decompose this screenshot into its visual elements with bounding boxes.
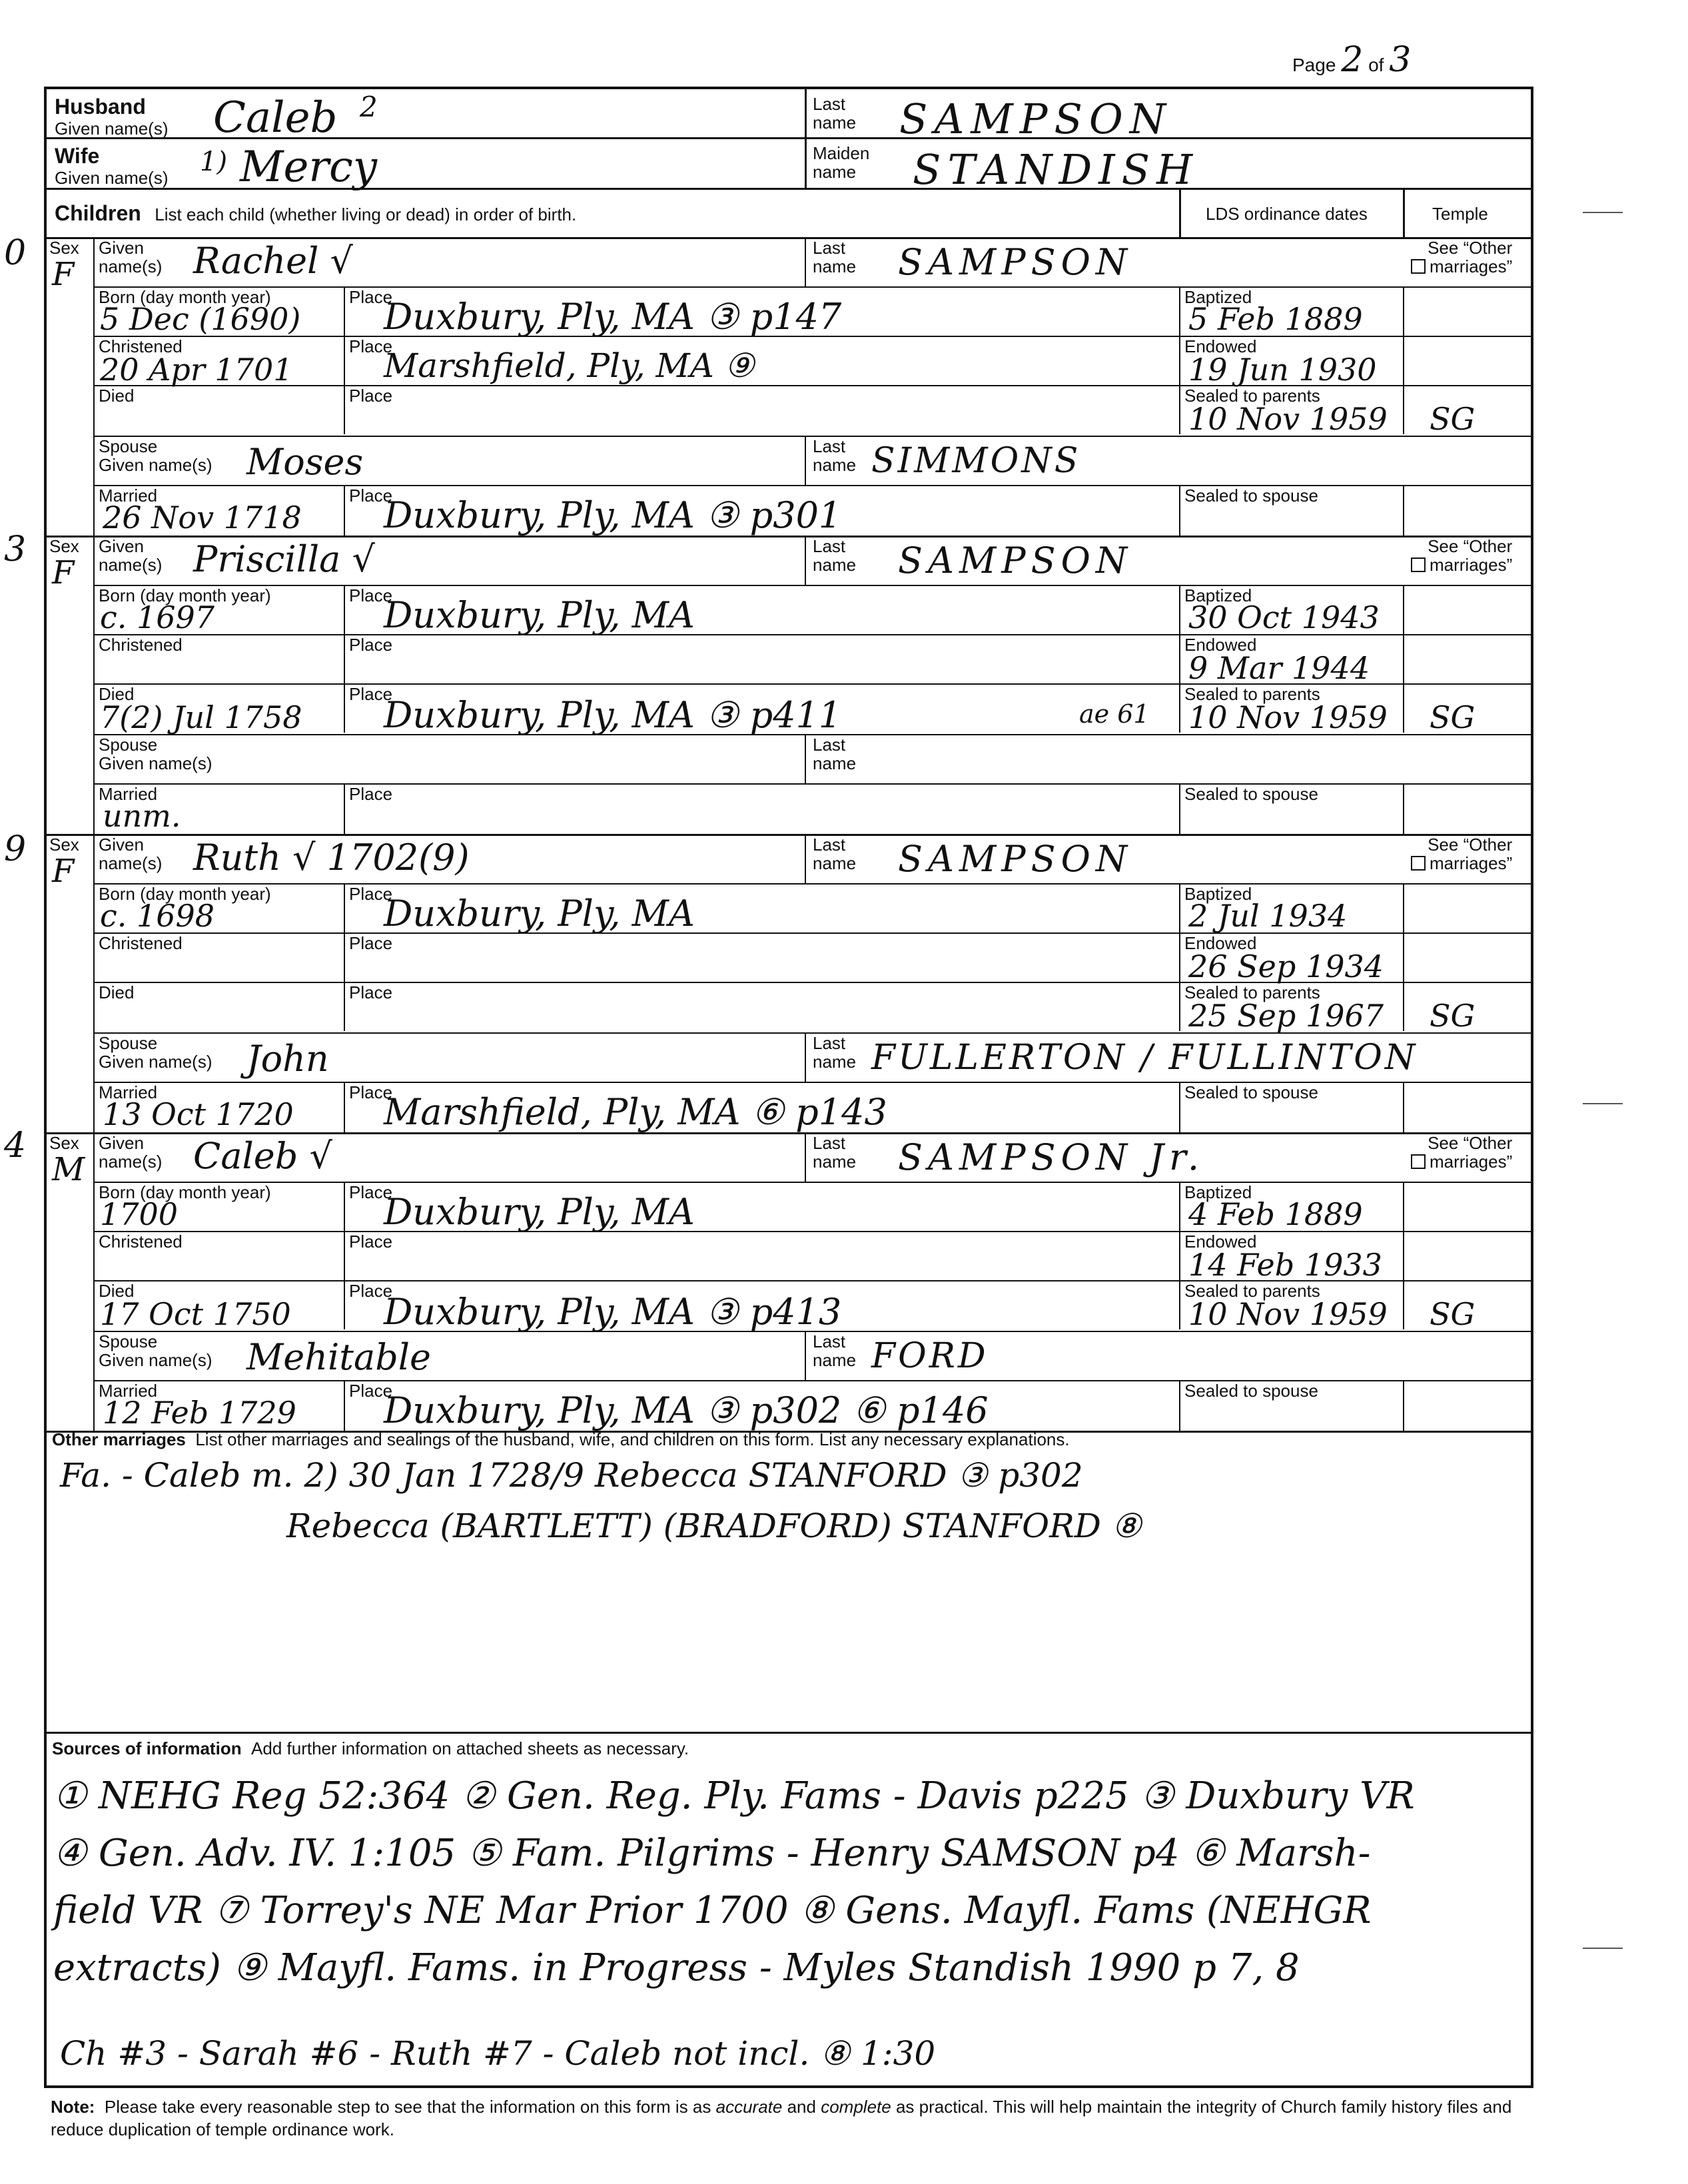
child-1-spouse-last-label: Last name: [813, 436, 857, 475]
child-1-born-place: Duxbury, Ply, MA ③ p147: [384, 296, 842, 338]
child-3-sex: F: [52, 853, 75, 890]
child-1-christened-date: 20 Apr 1701: [100, 352, 293, 388]
child-1-born-place-label: Place: [349, 287, 393, 307]
child-4-sealed-spouse-label: Sealed to spouse: [1184, 1381, 1318, 1401]
child-4-baptized-date: 4 Feb 1889: [1188, 1196, 1363, 1232]
child-2-spouse-label: Spouse Given name(s): [99, 735, 212, 773]
wife-maiden-name: STANDISH: [913, 145, 1200, 194]
child-3-born-place-label: Place: [349, 884, 393, 904]
child-3-sealed-parents-label: Sealed to parents: [1184, 982, 1320, 1002]
page-current: 2: [1341, 40, 1364, 80]
child-2-died-place-label: Place: [349, 684, 393, 704]
margin-mark: [1583, 212, 1623, 213]
child-2-sealed-spouse-label: Sealed to spouse: [1184, 784, 1318, 804]
child-2-christened-label: Christened: [99, 635, 183, 655]
child-1-given-name: Rachel √: [193, 240, 353, 282]
page-of-label: of: [1368, 55, 1384, 75]
child-1-endowed-label: Endowed: [1184, 336, 1257, 356]
child-4-see-other-marriages: See “Other marriages”: [1411, 1134, 1512, 1171]
child-1-died-label: Died: [99, 386, 135, 406]
other-marriage-line-2: Rebecca (BARTLETT) (BRADFORD) STANFORD ⑧: [286, 1507, 1142, 1545]
husband-label: Husband Given name(s): [55, 95, 169, 139]
child-1-sealed-parents-label: Sealed to parents: [1184, 386, 1320, 406]
page-number: [1292, 40, 1411, 80]
child-4-last-name: SAMPSON Jr.: [898, 1136, 1204, 1178]
child-2-died-label: Died: [99, 684, 135, 704]
child-2-sealed-parents-temple: SG: [1430, 699, 1476, 735]
child-1-see-other-marriages: See “Other marriages”: [1411, 238, 1512, 276]
child-1-baptized-date: 5 Feb 1889: [1188, 301, 1363, 337]
child-4-given-label: Given name(s): [99, 1133, 163, 1172]
child-1-baptized-label: Baptized: [1184, 287, 1252, 307]
child-2-married-label: Married: [99, 784, 158, 804]
child-1-christened-place: Marshfield, Ply, MA ⑨: [384, 346, 755, 385]
child-3-sex-label: Sex: [49, 835, 79, 855]
child-3-born-date: c. 1698: [100, 898, 215, 934]
child-1-sealed-spouse-label: Sealed to spouse: [1184, 486, 1318, 506]
husband-last-name: SAMPSON: [899, 95, 1173, 143]
child-3-died-place-label: Place: [349, 982, 393, 1002]
margin-mark: [1583, 1948, 1623, 1949]
child-4-sealed-parents-temple: SG: [1430, 1296, 1476, 1332]
child-1-spouse-label: Spouse Given name(s): [99, 436, 212, 475]
child-2-last-label: Last name: [813, 536, 857, 575]
child-1-last-label: Last name: [813, 238, 857, 276]
child-2-baptized-date: 30 Oct 1943: [1188, 599, 1380, 635]
child-1-married-date: 26 Nov 1718: [103, 500, 302, 536]
child-2-died-place: Duxbury, Ply, MA ③ p411: [384, 694, 842, 736]
child-4-given-name: Caleb √: [193, 1135, 332, 1177]
source-line-2: ④ Gen. Adv. IV. 1:105 ⑤ Fam. Pilgrims - Henry SAMSON p4 ⑥ Marsh-: [53, 1832, 1371, 1875]
child-2-sex-label: Sex: [49, 536, 79, 556]
child-4-endowed-date: 14 Feb 1933: [1188, 1247, 1382, 1283]
child-2-born-date: c. 1697: [100, 599, 215, 635]
children-header: Children List each child (whether living or dead) in order of birth.: [55, 201, 577, 225]
child-1-born-date: 5 Dec (1690): [100, 301, 301, 337]
child-2-christened-place-label: Place: [349, 635, 393, 655]
child-2-see-other-checkbox[interactable]: [1411, 557, 1426, 572]
child-3-christened-place-label: Place: [349, 933, 393, 953]
child-2-married-place-label: Place: [349, 784, 393, 804]
other-marriages-section: Other marriages List other marriages and sealings of the husband, wife, and children on this form. List any necessary explanations.: [52, 1429, 1070, 1449]
child-3-spouse-last-label: Last name: [813, 1033, 857, 1072]
wife-label: Wife Given name(s): [55, 144, 169, 188]
child-2-sealed-parents-date: 10 Nov 1959: [1188, 699, 1388, 735]
source-line-1: ① NEHG Reg 52:364 ② Gen. Reg. Ply. Fams - Davis p225 ③ Duxbury VR: [53, 1774, 1415, 1818]
child-2-endowed-date: 9 Mar 1944: [1188, 650, 1370, 686]
child-4-margin-number: 4: [4, 1126, 27, 1166]
child-4-spouse-given-name: Mehitable: [246, 1336, 431, 1378]
child-3-see-other-marriages: See “Other marriages”: [1411, 835, 1512, 873]
child-2-died-date: 7(2) Jul 1758: [100, 699, 302, 735]
child-4-married-place: Duxbury, Ply, MA ③ p302 ⑥ p146: [384, 1389, 989, 1431]
child-3-married-place-label: Place: [349, 1082, 393, 1102]
sources-text: [53, 1768, 1415, 1997]
child-4-baptized-label: Baptized: [1184, 1182, 1252, 1202]
child-1-spouse-last-name: SIMMONS: [871, 441, 1081, 481]
husband-last-label: Last name: [813, 94, 857, 133]
child-3-sealed-parents-temple: SG: [1430, 998, 1476, 1034]
child-4-died-label: Died: [99, 1281, 135, 1301]
child-2-endowed-label: Endowed: [1184, 635, 1257, 655]
child-2-see-other-marriages: See “Other marriages”: [1411, 537, 1512, 574]
child-1-endowed-date: 19 Jun 1930: [1188, 352, 1377, 388]
child-1-sex-label: Sex: [49, 238, 79, 258]
form-note: Note: Please take every reasonable step to see that the information on this form is as accurate and complete as practical. This will help maintain the integrity of Church family history files and reduce duplication of temple ordinance work.: [51, 2097, 1512, 2139]
child-1-sealed-parents-date: 10 Nov 1959: [1188, 401, 1388, 437]
child-3-given-name: Ruth √ 1702(9): [193, 837, 470, 879]
child-2-last-name: SAMPSON: [898, 540, 1133, 581]
child-1-married-place: Duxbury, Ply, MA ③ p301: [384, 494, 842, 536]
child-4-spouse-last-name: FORD: [871, 1336, 989, 1376]
child-4-died-date: 17 Oct 1750: [100, 1296, 291, 1332]
child-2-sex: F: [52, 554, 75, 591]
child-3-spouse-given-name: John: [246, 1038, 329, 1080]
child-3-sealed-parents-date: 25 Sep 1967: [1188, 998, 1384, 1034]
child-1-see-other-checkbox[interactable]: [1411, 259, 1426, 274]
page-label: Page: [1292, 55, 1336, 75]
child-2-born-place-label: Place: [349, 585, 393, 605]
child-2-born-label: Born (day month year): [99, 585, 271, 605]
child-3-born-label: Born (day month year): [99, 884, 271, 904]
child-4-died-place: Duxbury, Ply, MA ③ p413: [384, 1291, 842, 1333]
child-3-endowed-date: 26 Sep 1934: [1188, 948, 1384, 984]
child-4-christened-label: Christened: [99, 1232, 183, 1252]
child-4-sealed-parents-label: Sealed to parents: [1184, 1281, 1320, 1301]
child-4-last-label: Last name: [813, 1133, 857, 1172]
husband-mark: 2: [360, 91, 378, 123]
wife-mark: 1): [200, 147, 228, 177]
child-1-born-label: Born (day month year): [99, 287, 271, 307]
child-1-sex: F: [52, 256, 75, 293]
child-4-see-other-checkbox[interactable]: [1411, 1154, 1426, 1169]
child-3-spouse-label: Spouse Given name(s): [99, 1033, 212, 1072]
child-4-married-date: 12 Feb 1729: [103, 1395, 296, 1431]
wife-given-name: Mercy: [240, 143, 377, 192]
family-group-record-form: [44, 87, 1533, 2088]
child-1-spouse-given-name: Moses: [246, 441, 364, 483]
temple-header: Temple: [1432, 204, 1488, 224]
child-2-married-date: unm.: [103, 798, 181, 834]
child-4-endowed-label: Endowed: [1184, 1232, 1257, 1252]
child-3-given-label: Given name(s): [99, 835, 163, 873]
child-3-born-place: Duxbury, Ply, MA: [384, 893, 695, 934]
child-2-given-label: Given name(s): [99, 536, 163, 575]
child-3-spouse-last-name: FULLERTON / FULLINTON: [871, 1038, 1418, 1078]
child-1-sealed-parents-temple: SG: [1430, 401, 1476, 437]
child-4-sex-label: Sex: [49, 1133, 79, 1153]
child-1-christened-label: Christened: [99, 336, 183, 356]
child-3-margin-number: 9: [4, 829, 27, 869]
child-4-christened-place-label: Place: [349, 1232, 393, 1252]
source-line-3: field VR ⑦ Torrey's NE Mar Prior 1700 ⑧ Gens. Mayfl. Fams (NEHGR: [53, 1889, 1372, 1932]
child-4-born-label: Born (day month year): [99, 1182, 271, 1202]
child-3-christened-label: Christened: [99, 933, 183, 953]
child-4-born-place: Duxbury, Ply, MA: [384, 1191, 695, 1233]
child-3-baptized-date: 2 Jul 1934: [1188, 898, 1348, 934]
child-4-married-place-label: Place: [349, 1381, 393, 1401]
child-2-spouse-last-label: Last name: [813, 735, 857, 773]
child-4-spouse-label: Spouse Given name(s): [99, 1331, 212, 1370]
child-4-born-place-label: Place: [349, 1182, 393, 1202]
child-4-sealed-parents-date: 10 Nov 1959: [1188, 1296, 1388, 1332]
child-4-died-place-label: Place: [349, 1281, 393, 1301]
child-2-baptized-label: Baptized: [1184, 585, 1252, 605]
child-3-married-place: Marshfield, Ply, MA ⑥ p143: [384, 1091, 887, 1133]
child-2-born-place: Duxbury, Ply, MA: [384, 594, 695, 636]
lds-ordinance-header: LDS ordinance dates: [1206, 204, 1368, 224]
child-3-married-label: Married: [99, 1082, 158, 1102]
sources-section: Sources of information Add further information on attached sheets as necessary.: [52, 1738, 689, 1758]
child-3-last-label: Last name: [813, 835, 857, 873]
source-line-4: extracts) ⑨ Mayfl. Fams. in Progress - Myles Standish 1990 p 7, 8: [53, 1946, 1300, 1990]
child-3-see-other-checkbox[interactable]: [1411, 856, 1426, 871]
wife-maiden-label: Maiden name: [813, 143, 870, 182]
child-2-margin-number: 3: [4, 530, 27, 569]
child-1-christened-place-label: Place: [349, 336, 393, 356]
child-1-given-label: Given name(s): [99, 238, 163, 276]
child-3-last-name: SAMPSON: [898, 838, 1133, 880]
child-3-endowed-label: Endowed: [1184, 933, 1257, 953]
page-total: 3: [1389, 40, 1412, 80]
child-2-died-note: ae 61: [1079, 699, 1150, 729]
child-2-given-name: Priscilla √: [193, 538, 375, 580]
husband-given-name: Caleb: [213, 93, 338, 143]
child-1-married-place-label: Place: [349, 486, 393, 506]
child-1-last-name: SAMPSON: [898, 241, 1133, 283]
child-3-baptized-label: Baptized: [1184, 884, 1252, 904]
child-1-married-label: Married: [99, 486, 158, 506]
child-4-married-label: Married: [99, 1381, 158, 1401]
child-3-married-date: 13 Oct 1720: [103, 1096, 294, 1132]
child-4-spouse-last-label: Last name: [813, 1331, 857, 1370]
child-3-sealed-spouse-label: Sealed to spouse: [1184, 1082, 1318, 1102]
sources-footer-note: Ch #3 - Sarah #6 - Ruth #7 - Caleb not incl. ⑧ 1:30: [60, 2034, 936, 2073]
other-marriage-line-1: Fa. - Caleb m. 2) 30 Jan 1728/9 Rebecca STANFORD ③ p302: [60, 1456, 1083, 1495]
child-4-sex: M: [52, 1151, 85, 1188]
margin-mark: [1583, 1103, 1623, 1104]
child-3-died-label: Died: [99, 982, 135, 1002]
child-4-born-date: 1700: [100, 1196, 179, 1232]
child-1-margin-number: 0: [4, 233, 27, 273]
child-2-sealed-parents-label: Sealed to parents: [1184, 684, 1320, 704]
child-1-died-place-label: Place: [349, 386, 393, 406]
